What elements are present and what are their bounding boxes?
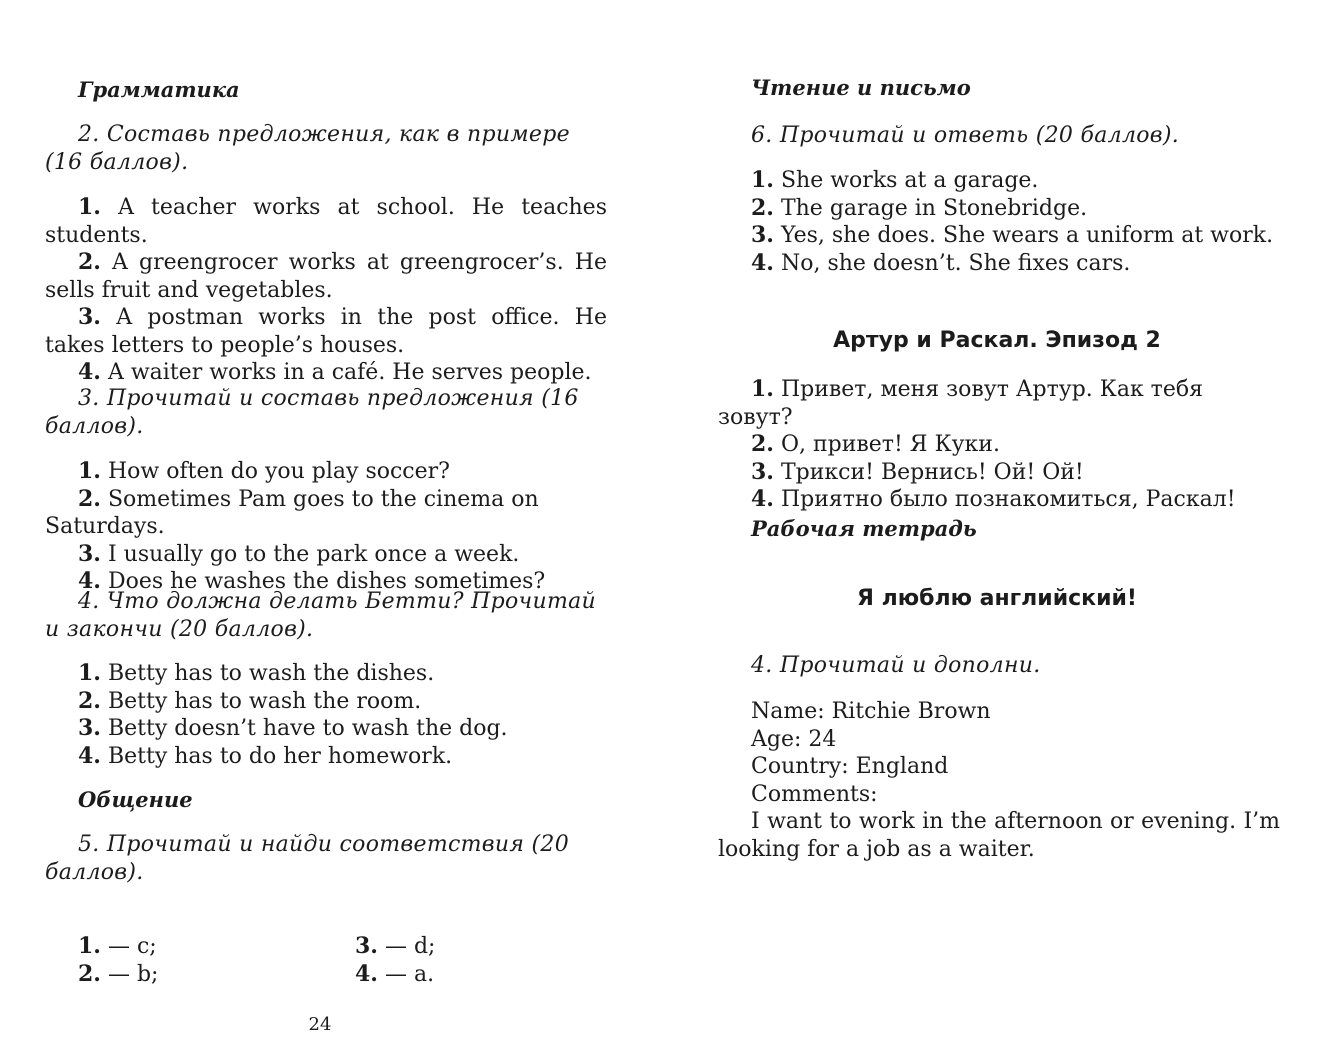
communication-heading: Общение [78, 787, 193, 812]
list-item: 2. О, привет! Я Куки. [751, 431, 1000, 457]
list-item: 4. Betty has to do her homework. [78, 742, 453, 769]
list-item: 2. Sometimes Pam goes to the cinema on Saturdays. [45, 485, 539, 539]
list-item: 3. Betty doesn’t have to wash the dog. [78, 715, 508, 741]
list-item: 3. Yes, she does. She wears a uniform at work. [751, 222, 1274, 248]
form-line: Name: Ritchie Brown [751, 699, 991, 724]
task6-list [718, 167, 1280, 277]
grammar-heading: Грамматика [78, 77, 240, 102]
list-item: 2. Betty has to wash the room. [78, 687, 422, 714]
list-item: 1. She works at a garage. [751, 167, 1039, 193]
love-english-title: Я люблю английский! [857, 586, 1137, 611]
comment-text: I want to work in the afternoon or evening. I’m looking for a job as a waiter. [718, 809, 1280, 862]
list-item: 1. Betty has to wash the dishes. [78, 660, 435, 686]
list-item: 3. Трикси! Вернись! Ой! Ой! [751, 458, 1084, 485]
list-item: 2. A greengrocer works at greengrocer’s. He sells fruit and vegetables. [45, 249, 607, 303]
list-item: 3. A postman works in the post office. He takes letters to people’s houses. [45, 304, 607, 358]
task3-instruction: 3. Прочитай и составь предложения (16 баллов). [45, 386, 579, 439]
list-item: 4. No, she doesn’t. She fixes cars. [751, 249, 1131, 276]
task6-instruction: 6. Прочитай и ответь (20 баллов). [751, 123, 1180, 148]
task4-list [45, 660, 607, 770]
list-item: 3. I usually go to the park once a week. [78, 540, 520, 567]
task2-list [45, 194, 607, 387]
answer-item: 1. — c; [78, 933, 157, 959]
list-item: 1. A teacher works at school. He teaches students. [45, 194, 607, 248]
task5-answers-right [355, 933, 435, 988]
list-item: 4. A waiter works in a café. He serves people. [78, 359, 592, 385]
form-line: Comments: [751, 781, 878, 807]
list-item: 4. Does he washes the dishes sometimes? [78, 568, 546, 594]
answer-item: 3. — d; [355, 933, 436, 959]
list-item: 4. Приятно было познакомиться, Раскал! [751, 486, 1236, 512]
page-number: 24 [308, 1014, 332, 1035]
task2-instruction: 2. Составь предложения, как в примере (16 баллов). [45, 122, 570, 175]
reading-heading: Чтение и письмо [751, 75, 971, 100]
episode-title: Артур и Раскал. Эпизод 2 [833, 328, 1161, 353]
form-line: Country: England [751, 754, 949, 779]
form-line: Age: 24 [751, 726, 837, 752]
task3-list [45, 458, 607, 596]
workbook-task4-instruction: 4. Прочитай и дополни. [751, 653, 1041, 678]
list-item: 1. Привет, меня зовут Артур. Как тебя зовут? [718, 376, 1203, 430]
answer-item: 4. — a. [355, 960, 435, 987]
task5-answers-left [78, 933, 158, 988]
list-item: 2. The garage in Stonebridge. [751, 194, 1088, 221]
workbook-heading: Рабочая тетрадь [751, 516, 977, 541]
episode-list [718, 376, 1280, 514]
workbook-task4-form [718, 698, 1280, 863]
answer-item: 2. — b; [78, 960, 159, 987]
task5-instruction: 5. Прочитай и найди соответствия (20 баллов). [45, 832, 569, 885]
list-item: 1. How often do you play soccer? [78, 458, 450, 484]
task4-instruction: 4. Что должна делать Бетти? Прочитай и закончи (20 баллов). [45, 589, 596, 642]
